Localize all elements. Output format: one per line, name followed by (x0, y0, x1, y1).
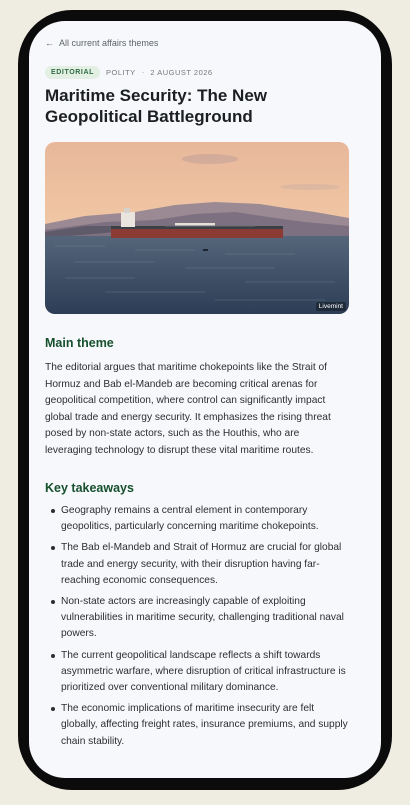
list-item: The current geopolitical landscape reflects a shift towards asymmetric warfare, where disruption of critical infrastructure is prioritized over conventional military dominance. (45, 648, 349, 697)
article-meta (45, 66, 213, 79)
arrow-left-icon: ← (45, 38, 54, 48)
list-item: Geography remains a central element in contemporary geopolitics, particularly concerning maritime chokepoints. (45, 503, 349, 535)
screen (29, 21, 381, 778)
hero-image (45, 142, 349, 314)
list-item: Non-state actors are increasingly capable of exploiting vulnerabilities in maritime security, challenging traditional naval powers. (45, 594, 349, 643)
main-theme-heading: Main theme (45, 336, 114, 350)
list-item: The Bab el-Mandeb and Strait of Hormuz are crucial for global trade and energy security, with their disruption having far-reaching economic consequences. (45, 540, 349, 589)
key-takeaways-list (45, 503, 349, 755)
publish-date: 2 AUGUST 2026 (150, 68, 213, 77)
category-label: POLITY (106, 68, 136, 77)
back-link-label: All current affairs themes (59, 38, 159, 48)
list-item: The economic implications of maritime insecurity are felt globally, affecting freight rates, insurance premiums, and supply chain stability. (45, 701, 349, 750)
page-title: Maritime Security: The New Geopolitical Battleground (45, 86, 268, 126)
meta-separator: · (141, 68, 145, 77)
image-credit: Livemint (316, 302, 346, 311)
main-theme-text: The editorial argues that maritime chokepoints like the Strait of Hormuz and Bab el-Mandeb are becoming critical arenas for geopolitical competition, where control can significantly impact global trade and energy security. It emphasizes the rising threat posed by non-state actors, such as the Houthis, who are leveraging technology to disrupt these vital maritime routes. (45, 362, 331, 456)
ship-at-sea-illustration (45, 142, 349, 314)
key-takeaways-heading: Key takeaways (45, 481, 134, 495)
back-link[interactable] (45, 38, 158, 48)
category-badge: EDITORIAL (45, 66, 100, 79)
